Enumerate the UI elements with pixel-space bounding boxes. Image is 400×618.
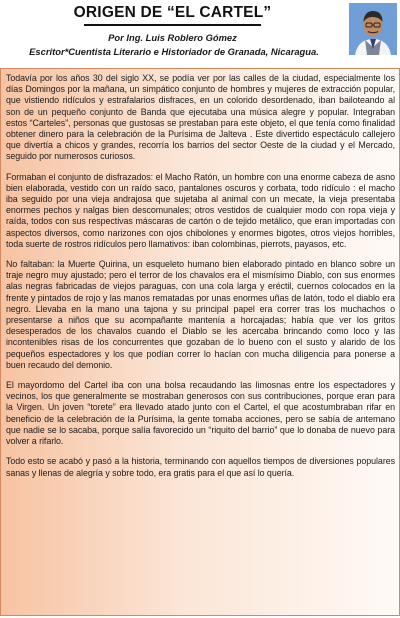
paragraph: No faltaban: la Muerte Quirina, un esqueleto humano bien elaborado pintado en blanco sobre un traje negro muy ajustado; pero el terror de los chavalos era el mismísimo Diablo, con sus enormes alas negras fabricadas de viejos paraguas, con una cola larga y eréctil, cuernos colocados en la frente y pintados de rojo y las manos rematadas por unas enormes uñas de latón, todo el diablo era negro. Llevaba en la mano una tajona y su principal papel era correr tras los muchachos o presentarse a niños que su acompañante mantenía a horcajadas; había que ver los gritos desesperados de los chavalos cuando el Diablo se les acercaba brincando como loco y las incontenibles risas de los concurrentes que gozaban de lo bueno con el susto y alarido de los pequeños espectadores y los que podían correr lo hacían con mucha diligencia para ponerse a buen recaudo del demonio. xyxy=(6,259,395,370)
paragraph: Formaban el conjunto de disfrazados: el Macho Ratón, un hombre con una enorme cabeza de asno bien elaborada, vestido con un raído saco, pantalones oscuros y corbata, todo ridículo : el macho iba seguido por una vieja andrajosa que sujetaba al animal con un mecate, la vieja presentaba enormes pechos y nalgas bien descomunales; otros vestidos de cualquier modo con ropa vieja y raída, todos con sus respectivas máscaras de cartón o de tejido metálico, que eran importadas con aspectos diversos, como narizones con ojos chibolones y enormes bigotes, otros viejos horribles, toda suerte de rostros ridículos pero llamativos: iban colombinas, pierrots, payasos, etc. xyxy=(6,171,395,249)
author-portrait-icon xyxy=(349,3,397,55)
author-photo xyxy=(349,3,397,55)
article-header xyxy=(0,0,400,68)
author-byline: Por Ing. Luis Roblero Gómez xyxy=(108,32,237,43)
paragraph: Todo esto se acabó y pasó a la historia, terminando con aquellos tiempos de diversiones populares sanas y llenas de alegría y sobre todo, era gratis para el que así lo quería. xyxy=(6,456,395,478)
article-body xyxy=(0,68,400,616)
author-affiliation: Escritor*Cuentista Literario e Historiador de Granada, Nicaragua. xyxy=(29,46,319,57)
article-title: ORIGEN DE “EL CARTEL” xyxy=(73,4,272,21)
paragraph: Todavía por los años 30 del siglo XX, se podía ver por las calles de la ciudad, especialmente los días Domingos por la mañana, un simpático conjunto de hombres y mujeres de extracción popular, que vistiendo ridículos y estrafalarios disfraces, en un colorido desordenado, iban bailoteando al son de un pequeño conjunto de Banda que ejecutaba una música alegre y popular. Integraban estos “Carteles”, personas que gustosas se prestaban para este objeto, el que tenía como finalidad obtener dinero para la celebración de la Purísima de Jalteva . Este divertido espectáculo callejero que divertía a chicos y grandes, recorría los barrios del sector Oeste de la ciudad y el Mercado, seguido por numerosos curiosos. xyxy=(6,73,395,162)
title-underline xyxy=(84,24,261,26)
paragraph: El mayordomo del Cartel iba con una bolsa recaudando las limosnas entre los espectadores y vecinos, los que generalmente se mostraban generosos con sus contribuciones, porque eran para la Virgen. Un joven “torete” era llevado atado junto con el Cartel, el que acostumbraban rifar en beneficio de la celebración de la Purísima, la gente tomaba acciones, pero se sabía de antemano que nadie se lo sacaba, porque salía favorecido un “riquito del barrio” que lo donaba de nuevo para volver a rifarlo. xyxy=(6,380,395,447)
